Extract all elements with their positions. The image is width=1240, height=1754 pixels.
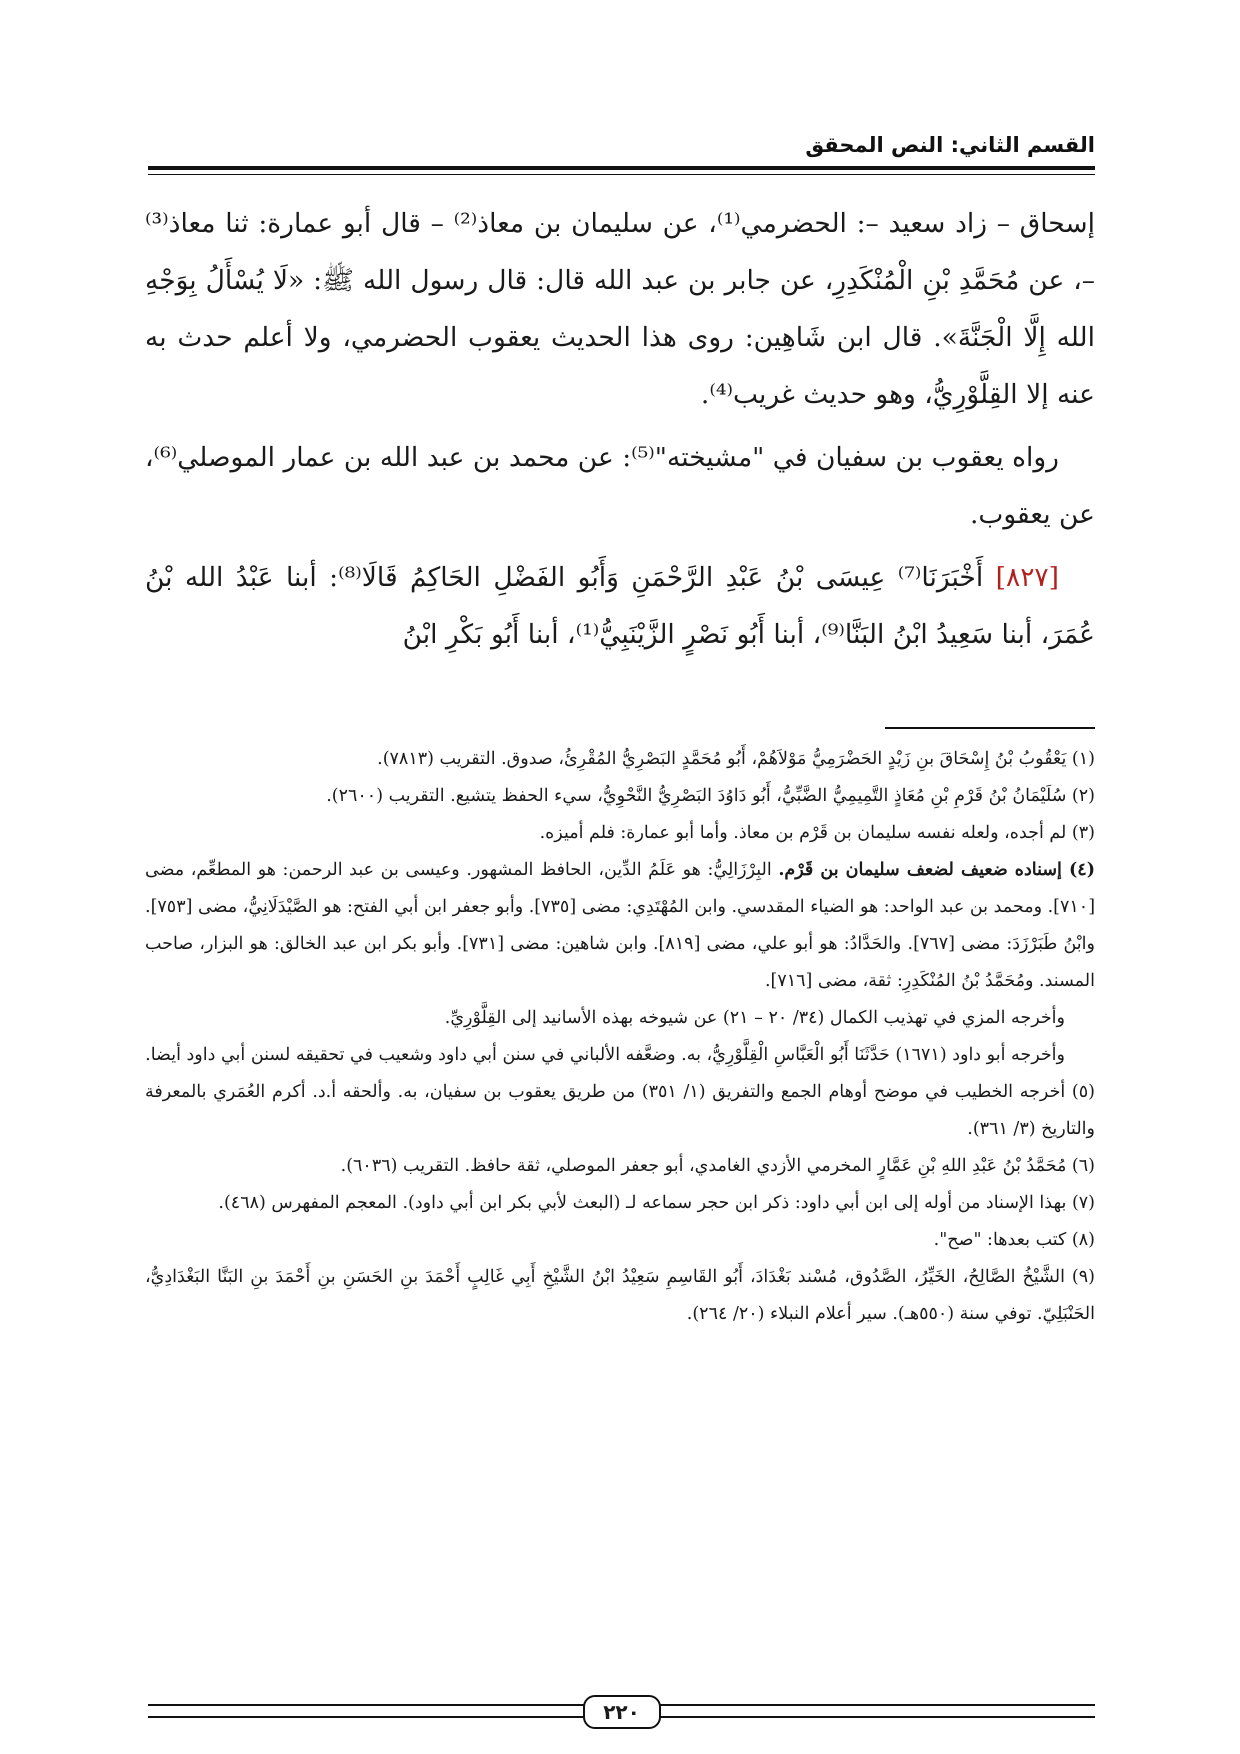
hadith-number: [٨٢٧] (995, 562, 1060, 593)
footnote-8: (٨) كتب بعدها: "صح". (933, 1230, 1095, 1250)
page-footer (148, 1695, 1095, 1727)
footnote-5: (٥) أخرجه الخطيب في موضح أوهام الجمع والتفريق (١/ ٣٥١) من طريق يعقوب بن سفيان، به. وألحقه أ.د. أكرم العُمَري بالمعرفة والتاريخ (٣/ ٣٦١). (145, 1082, 1095, 1139)
footnote-6: (٦) مُحَمَّدُ بْنُ عَبْدِ اللهِ بْنِ عَمَّارٍ المخرمي الأزدي الغامدي، أبو جعفر الموصلي، ثقة حافظ. التقريب (٦٠٣٦). (340, 1156, 1095, 1176)
footnote-7: (٧) بهذا الإسناد من أوله إلى ابن أبي داود: ذكر ابن حجر سماعه لـ (البعث لأبي بكر ابن أبي داود). المعجم المفهرس (٤٦٨). (218, 1193, 1095, 1213)
paragraph-1: إسحاق – زاد سعيد –: الحضرمي⁽¹⁾، عن سليمان بن معاذ⁽²⁾ – قال أبو عمارة: ثنا معاذ⁽³⁾ –، عن مُحَمَّدِ بْنِ الْمُنْكَدِرِ، عن جابر بن عبد الله قال: قال رسول الله ﷺ: «لَا يُسْأَلُ بِوَجْهِ الله إِلَّا الْجَنَّةَ». قال ابن شَاهِين: روى هذا الحديث يعقوب الحضرمي، ولا أعلم حدث به عنه إلا القِلَّوْرِيُّ، وهو حديث غريب⁽⁴⁾. (145, 208, 1095, 410)
main-text (145, 195, 1095, 663)
footnote-9: (٩) الشَّيْخُ الصَّالِحُ، الخَيِّرُ، الصَّدُوق، مُسْند بَغْدَادَ، أَبُو القَاسِمِ سَعِيْدُ ابْنُ الشَّيْخِ أَبِي غَالِبٍ أَحْمَدَ بنِ الحَسَنِ بنِ أَحْمَدَ بنِ البَنَّا البَغْدَادِيُّ، الحَنْبَلِيّ. توفي سنة (٥٥٠هـ). سير أعلام النبلاء (٢٠/ ٢٦٤). (145, 1267, 1095, 1324)
paragraph-3-text: أَخْبَرَنَا⁽⁷⁾ عِيسَى بْنُ عَبْدِ الرَّحْمَنِ وَأَبُو الفَضْلِ الحَاكِمُ قَالَا⁽⁸⁾: أبنا عَبْدُ الله بْنُ عُمَرَ، أبنا سَعِيدُ ابْنُ البَنَّا⁽⁹⁾، أبنا أَبُو نَصْرٍ الزَّيْنَبِيُّ⁽¹⁾، أبنا أَبُو بَكْرِ ابْنُ (145, 562, 1095, 650)
footnote-4-label: (٤) إسناده ضعيف لضعف سليمان بن قَرْم. (778, 860, 1095, 880)
footnote-4-continued-2: وأخرجه أبو داود (١٦٧١) حَدَّثَنَا أَبُو الْعَبَّاسِ الْقِلَّوْرِيُّ، به. وضعَّفه الألباني في سنن أبي داود وشعيب في تحقيقه لسنن أبي داود أيضا. (145, 1045, 1065, 1065)
header-rule-thick (148, 166, 1095, 170)
running-header: القسم الثاني: النص المحقق (805, 133, 1095, 157)
footnote-3: (٣) لم أجده، ولعله نفسه سليمان بن قَرْم بن معاذ. وأما أبو عمارة: فلم أميزه. (539, 823, 1095, 843)
header-rule-thin (148, 174, 1095, 175)
paragraph-3 (145, 549, 1095, 663)
footnote-separator (885, 727, 1095, 729)
footnote-2: (٢) سُلَيْمَانُ بْنُ قَرْمِ بْنِ مُعَاذٍ التَّمِيمِيُّ الضَّبِّيُّ، أَبُو دَاوُدَ البَصْرِيُّ النَّحْوِيُّ، سيء الحفظ يتشيع. التقريب (٢٦٠٠). (326, 786, 1095, 806)
footnotes (145, 741, 1095, 1333)
page-number: ٢٢٠ (583, 1695, 661, 1729)
footnote-4-text: البِرْزَالِيُّ: هو عَلَمُ الدِّين، الحافظ المشهور. وعيسى بن عبد الرحمن: هو المطعِّم، مضى [٧١٠]. ومحمد بن عبد الواحد: هو الضياء المقدسي. وابن المُهْتَدِي: مضى [٧٣٥]. وأبو جعفر ابن أبي الفتح: هو الصَّيْدَلَانِيُّ، مضى [٧٥٣]. وابْنُ طَبَرْزَدَ: مضى [٧٦٧]. والحَدَّادُ: هو أبو علي، مضى [٨١٩]. وابن شاهين: مضى [٧٣١]. وأبو بكر ابن عبد الخالق: هو البزار، صاحب المسند. ومُحَمَّدُ بْنُ المُنْكَدِرِ: ثقة، مضى [٧١٦]. (145, 860, 1096, 991)
footnote-4 (145, 852, 1095, 1000)
footnote-4-continued-1: وأخرجه المزي في تهذيب الكمال (٣٤/ ٢٠ – ٢١) عن شيوخه بهذه الأسانيد إلى القِلَّوْرِيِّ. (444, 1008, 1065, 1028)
footnote-1: (١) يَعْقُوبُ بْنُ إِسْحَاقَ بنِ زَيْدٍ الحَضْرَمِيُّ مَوْلاَهُمْ، أَبُو مُحَمَّدٍ البَصْرِيُّ المُقْرِئُ، صدوق. التقريب (٧٨١٣). (377, 749, 1095, 769)
paragraph-2: رواه يعقوب بن سفيان في "مشيخته"⁽⁵⁾: عن محمد بن عبد الله بن عمار الموصلي⁽⁶⁾، عن يعقوب. (145, 442, 1095, 530)
